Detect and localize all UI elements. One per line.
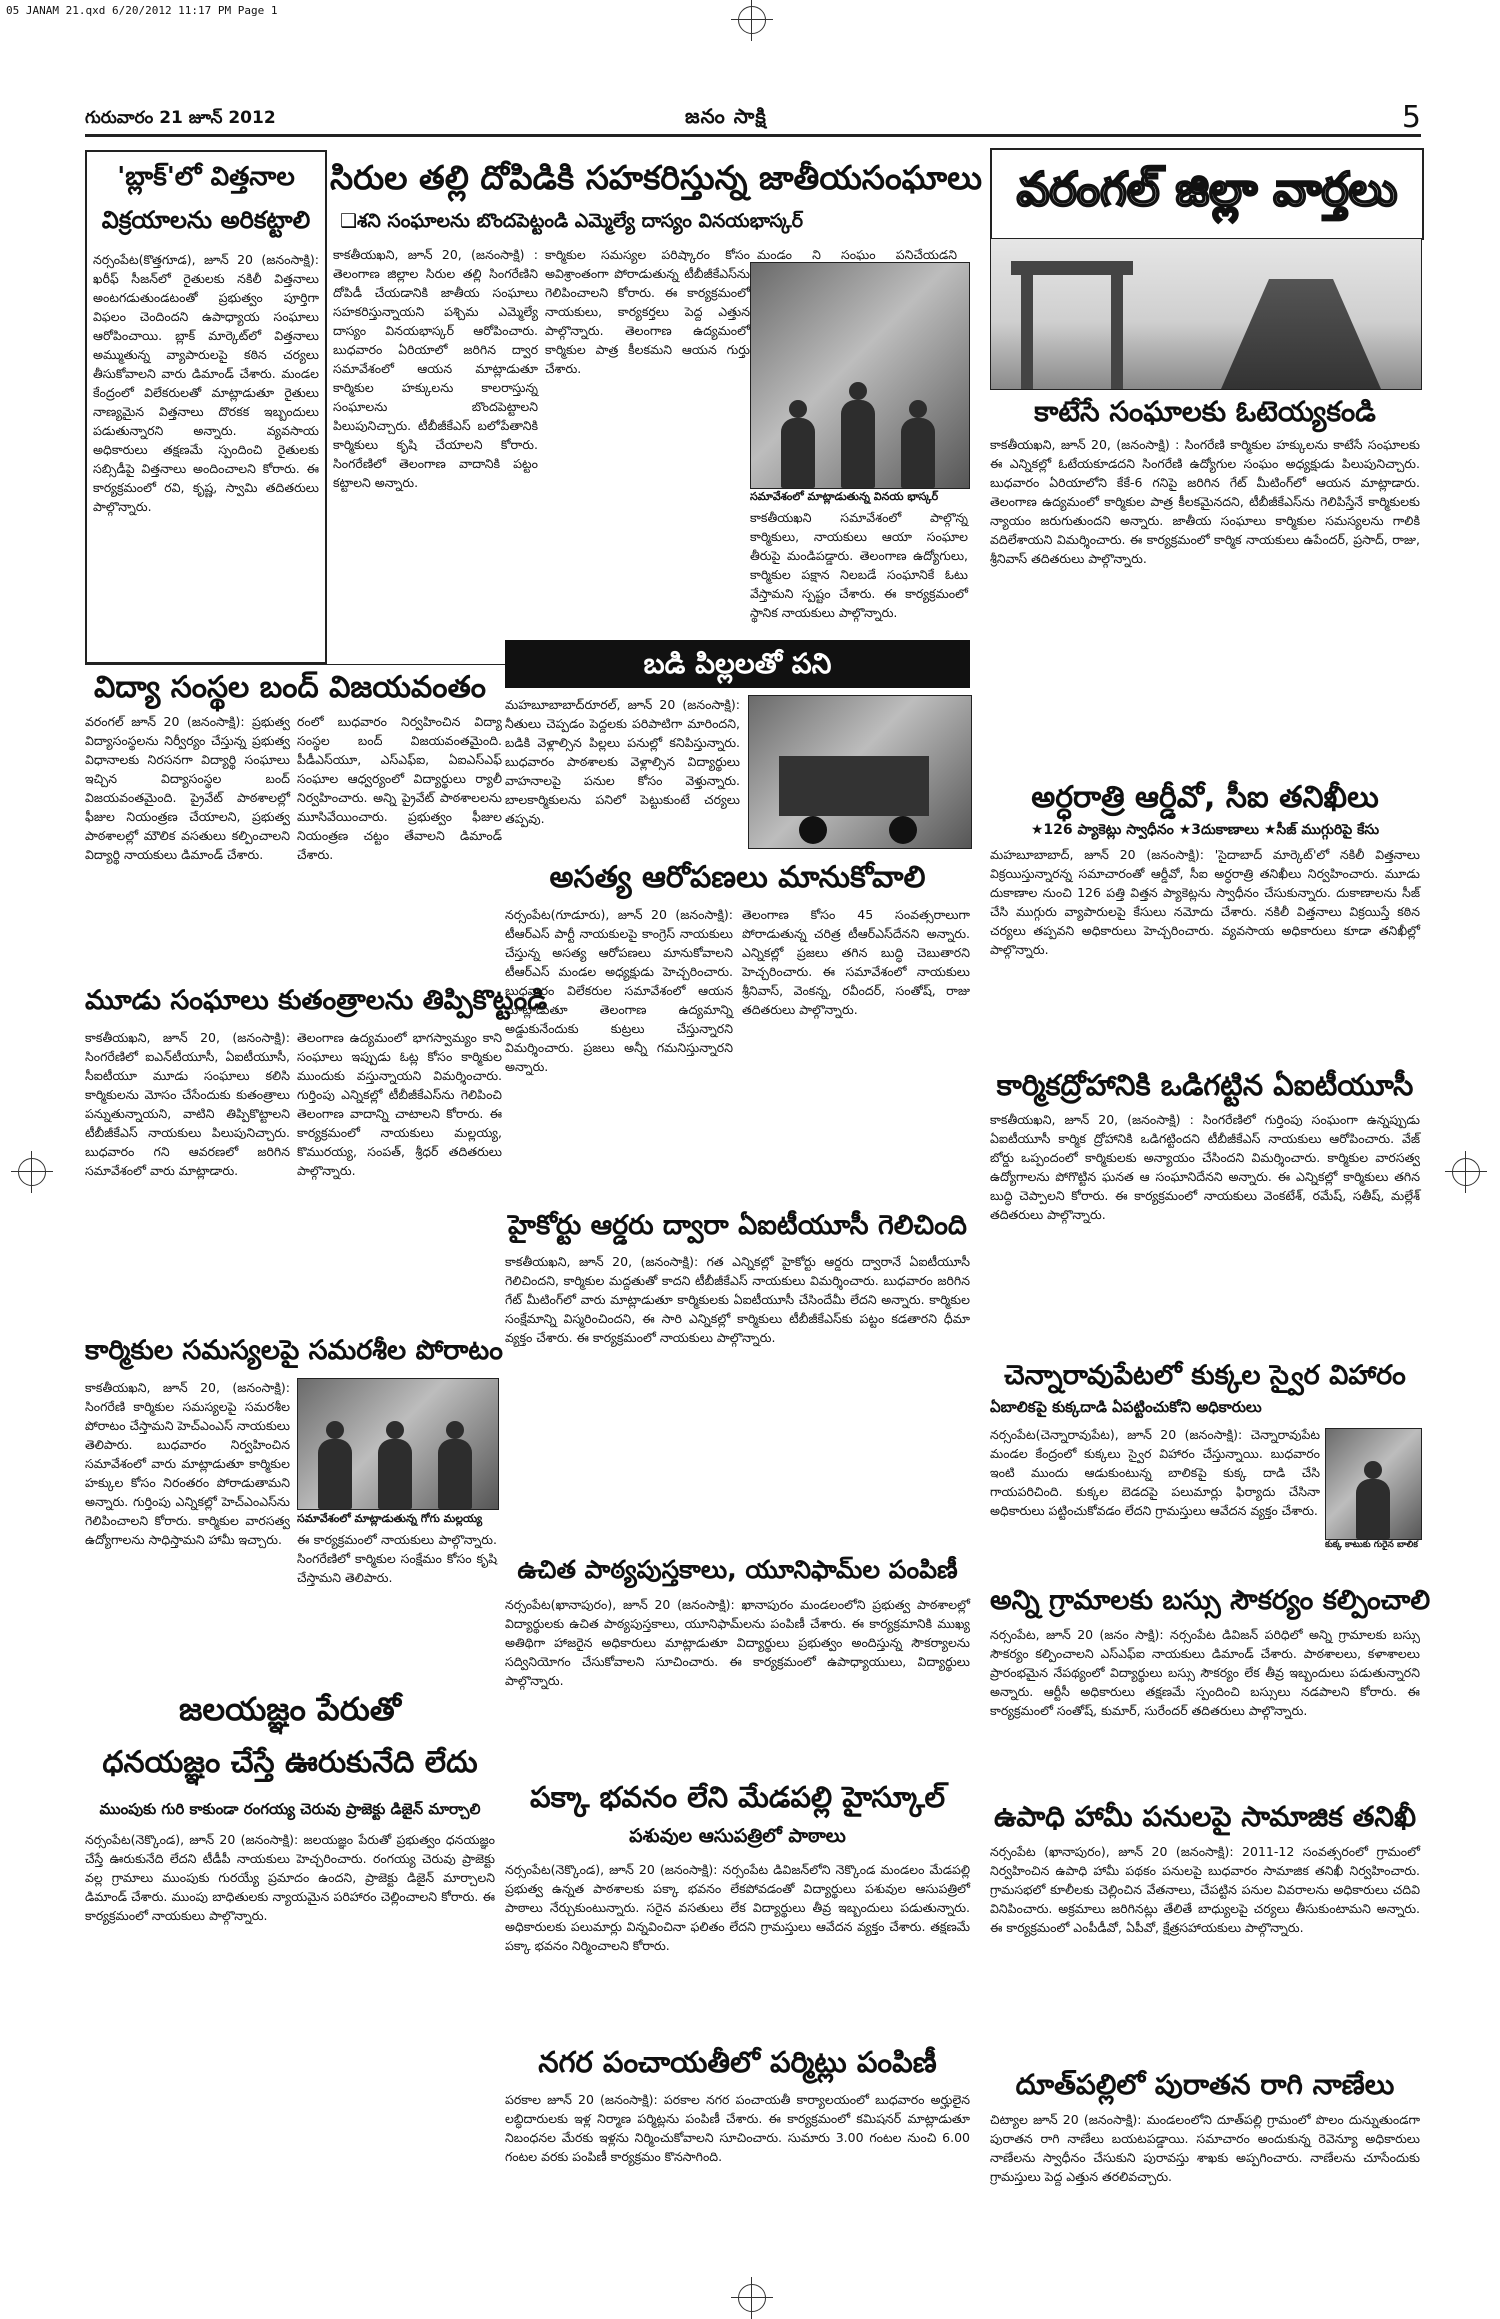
lead-body-col4: కాకతీయఖని సమావేశంలో పాల్గొన్న కార్మికులు, నాయకులు ఆయా సంఘాల తీరుపై మండిపడ్డారు. తెలంగాణ ఉద్యోగులు, కార్మికుల పక్షాన నిలబడే సంఘానికే ఓటు వేస్తామని స్పష్టం చేశారు. ఈ కార్యక్రమంలో స్థానిక నాయకులు పాల్గొన్నారు. [750,510,968,620]
asatya-body-col1: నర్సంపేట(గూడూరు), జూన్ 20 (జనంసాక్షి): టీఆర్ఎస్ పార్టీ నాయకులపై కాంగ్రెస్ నాయకులు చేస్తున్న అసత్య ఆరోపణలు మానుకోవాలని టీఆర్ఎస్ మండల అధ్యక్షుడు హెచ్చరించారు. బుధవారం విలేకరుల సమావేశంలో ఆయన మాట్లాడుతూ తెలంగాణ ఉద్యమాన్ని అడ్డుకునేందుకు కుట్రలు చేస్తున్నారని విమర్శించారు. ప్రజలు అన్నీ గమనిస్తున్నారని అన్నారు. [505,907,733,1074]
page-header [85,100,1421,137]
upadhi-body: నర్సంపేట (ఖానాపురం), జూన్ 20 (జనంసాక్షి): 2011-12 సంవత్సరంలో గ్రామంలో నిర్వహించిన ఉపాధి హామీ పథకం పనులపై బుధవారం సామాజిక తనిఖీ నిర్వహించారు. గ్రామసభలో కూలీలకు చెల్లించిన వేతనాలు, చేపట్టిన పనుల వివరాలను అధికారులు చదివి వినిపించారు. అక్రమాలు జరిగినట్లు తేలితే బాధ్యులపై చర్యలు తీసుకుంటామని అన్నారు. ఈ కార్యక్రమంలో ఎంపీడీవో, ఏపీవో, క్షేత్రసహాయకులు పాల్గొన్నారు. [990,1844,1420,1935]
coins-body: చిట్యాల జూన్ 20 (జనంసాక్షి): మండలంలోని దూత్‌పల్లి గ్రామంలో పొలం దున్నుతుండగా పురాతన రాగి నాణేలు బయటపడ్డాయి. సమాచారం అందుకున్న రెవెన్యూ అధికారులు నాణేలను స్వాధీనం చేసుకుని పురావస్తు శాఖకు అప్పగించారు. నాణేలను చూసేందుకు గ్రామస్తులు పెద్ద ఎత్తున తరలివచ్చారు. [990,2112,1420,2184]
highcourt-title: హైకోర్టు ఆర్డరు ద్వారా ఏఐటీయూసీ గెలిచింది [508,1210,967,1241]
lead-subtitle: ❑శని సంఘాలను బొందపెట్టండి ఎమ్మెల్యే దాస్యం వినయభాస్కర్ [340,210,803,232]
vidya-body-col1: వరంగల్ జూన్ 20 (జనంసాక్షి): ప్రభుత్వ విద్యాసంస్థలను నిర్వీర్యం చేస్తున్న ప్రభుత్వ విధానాలకు నిరసనగా విద్యార్థి సంఘాలు ఇచ్చిన విద్యాసంస్థల బంద్ విజయవంతమైంది. ప్రైవేట్ పాఠశాలల్లో ఫీజుల నియంత్రణ చేయాలని, ప్రభుత్వ పాఠశాలల్లో మౌలిక వసతులు కల్పించాలని విద్యార్థి నాయకులు డిమాండ్ చేశారు. [85,714,290,862]
upadhi-title: ఉపాధి హామీ పనులపై సామాజిక తనిఖీ [993,1800,1417,1833]
ardha-title: అర్ధరాత్రి ఆర్డీవో, సీఐ తనిఖీలు [1031,780,1379,815]
lead-body-col3: మండం ని సంఘం పనిచేయడని [757,247,957,262]
kaatesi-title: కాటేసే సంఘాలకు ఓటెయ్యకండి [1034,395,1376,428]
warangal-banner: వరంగల్ జిల్లా వార్తలు [1016,162,1398,216]
coins-title: దూత్‌పల్లిలో పురాతన రాగి నాణేలు [1015,2068,1395,2101]
black-seeds-article [85,150,327,664]
vidya-body-col2: రంలో బుధవారం నిర్వహించిన విద్యా సంస్థల బంద్ విజయవంతమైంది. పీడీఎస్‌యూ, ఎస్ఎఫ్ఐ, ఏఐఎస్ఎఫ్ సంఘాల ఆధ్వర్యంలో విద్యార్థులు ర్యాలీ నిర్వహించారు. అన్ని ప్రైవేట్ పాఠశాలలను మూసివేయించారు. ప్రభుత్వం ఫీజుల నియంత్రణ చట్టం తేవాలని డిమాండ్ చేశారు. [297,714,502,862]
jalayagnam-body: నర్సంపేట(నెక్కొండ), జూన్ 20 (జనంసాక్షి): జలయజ్ఞం పేరుతో ప్రభుత్వం ధనయజ్ఞం చేస్తే ఊరుకునేది లేదని టీడీపీ నాయకులు హెచ్చరించారు. రంగయ్య చెరువు ప్రాజెక్టు వల్ల గ్రామాలు ముంపుకు గురయ్యే ప్రమాదం ఉందని, ప్రాజెక్టు డిజైన్ మార్చాలని డిమాండ్ చేశారు. ముంపు బాధితులకు న్యాయమైన పరిహారం చెల్లించాలని కోరారు. ఈ కార్యక్రమంలో నాయకులు పాల్గొన్నారు. [85,1832,495,1923]
jalayagnam-title-line2: ధనయజ్ఞం చేస్తే ఊరుకునేది లేదు [102,1745,478,1780]
karmika-body-col2: ఈ కార్యక్రమంలో నాయకులు పాల్గొన్నారు. సింగరేణిలో కార్మికుల సంక్షేమం కోసం కృషి చేస్తామని తెలిపారు. [297,1532,497,1585]
registration-mark-bottom [738,2284,766,2312]
dogs-photo [1325,1428,1422,1540]
masthead: జనం సాక్షి [685,104,767,128]
lead-title: సిరుల తల్లి దోపిడికి సహకరిస్తున్న జాతీయసంఘాలు [330,158,982,197]
pakka-body: నర్సంపేట(నెక్కొండ), జూన్ 20 (జనంసాక్షి): నర్సంపేట డివిజన్‌లోని నెక్కొండ మండలం మేడపల్లి ప్రభుత్వ ఉన్నత పాఠశాలకు పక్కా భవనం లేకపోవడంతో విద్యార్థులు పశువుల ఆసుపత్రిలో పాఠాలు నేర్చుకుంటున్నారు. సరైన వసతులు లేక విద్యార్థులు తీవ్ర ఇబ్బందులు పడుతున్నారు. అధికారులకు పలుమార్లు విన్నవించినా ఫలితం లేదని గ్రామస్తులు ఆవేదన వ్యక్తం చేశారు. తక్షణమే పక్కా భవనం నిర్మించాలని కోరారు. [505,1862,970,1953]
kaatesi-body: కాకతీయఖని, జూన్ 20, (జనంసాక్షి) : సింగరేణి కార్మికుల హక్కులను కాటేసే సంఘాలకు ఈ ఎన్నికల్లో ఓటేయకూడదని సింగరేణి ఉద్యోగుల సంఘం అధ్యక్షుడు పిలుపునిచ్చారు. బుధవారం ఏరియాలోని కేకే-6 గనిపై జరిగిన గేట్ మీటింగ్‌లో ఆయన మాట్లాడారు. తెలంగాణ ఉద్యమంలో కార్మికుల పాత్ర కీలకమైనదని, టీబీజీకేఎస్‌ను గెలిపిస్తేనే కార్మికులకు న్యాయం జరుగుతుందని అన్నారు. జాతీయ సంఘాలు కార్మికుల సమస్యలను గాలికి వదిలేశాయని విమర్శించారు. ఈ కార్యక్రమంలో కార్మిక నాయకులు ఉపేందర్, ప్రసాద్, రాజు, శ్రీనివాస్ తదితరులు పాల్గొన్నారు. [990,437,1420,566]
registration-mark-left [18,1158,46,1186]
dogs-subtitle: ఏబాలికపై కుక్కదాడి ఏపట్టించుకోని అధికారులు [990,1398,1262,1416]
moodu-title: మూడు సంఘాలు కుతంత్రాలను తిప్పికొట్టండి [85,985,548,1016]
uchita-body: నర్సంపేట(ఖానాపురం), జూన్ 20 (జనంసాక్షి): ఖానాపురం మండలంలోని ప్రభుత్వ పాఠశాలల్లో విద్యార్థులకు ఉచిత పాఠ్యపుస్తకాలు, యూనిఫామ్‌లను పంపిణీ చేశారు. ఈ కార్యక్రమానికి ముఖ్య అతిథిగా హాజరైన అధికారులు మాట్లాడుతూ విద్యార్థులు ప్రభుత్వం అందిస్తున్న సౌకర్యాలను సద్వినియోగం చేసుకోవాలని సూచించారు. ఈ కార్యక్రమంలో ఉపాధ్యాయులు, విద్యార్థులు పాల్గొన్నారు. [505,1597,970,1688]
registration-mark-right [1452,1158,1480,1186]
moodu-body-col1: కాకతీయఖని, జూన్ 20, (జనంసాక్షి): సింగరేణిలో ఐఎన్‌టీయూసీ, ఏఐటీయూసీ, సీఐటీయూ మూడు సంఘాలు కలిసి కార్మికులను మోసం చేసేందుకు కుతంత్రాలు పన్నుతున్నాయని, వాటిని తిప్పికొట్టాలని టీబీజీకేఎస్ నాయకులు పిలుపునిచ్చారు. బుధవారం గని ఆవరణలో జరిగిన సమావేశంలో వారు మాట్లాడారు. [85,1030,290,1178]
drohi-body: కాకతీయఖని, జూన్ 20, (జనంసాక్షి) : సింగరేణిలో గుర్తింపు సంఘంగా ఉన్నప్పుడు ఏఐటీయూసీ కార్మిక ద్రోహానికి ఒడిగట్టిందని టీబీజీకేఎస్ నాయకులు ఆరోపించారు. వేజ్ బోర్డు ఒప్పందంలో కార్మికులకు అన్యాయం చేసిందని విమర్శించారు. కార్మికుల వారసత్వ ఉద్యోగాలను పోగొట్టిన ఘనత ఆ సంఘానిదేనని అన్నారు. ఈ ఎన్నికల్లో కార్మికులు తగిన బుద్ధి చెప్పాలని కోరారు. ఈ కార్యక్రమంలో నాయకులు వెంకటేశ్, రమేష్, సతీష్, మల్లేశ్ తదితరులు పాల్గొన్నారు. [990,1112,1420,1222]
uchita-title: ఉచిత పాఠ్యపుస్తకాలు, యూనిఫామ్‌ల పంపిణీ [517,1555,958,1584]
vidya-title: విద్యా సంస్థల బంద్ విజయవంతం [93,670,487,705]
karmika-photo-caption: సమావేశంలో మాట్లాడుతున్న గోగు మల్లయ్య [297,1512,483,1525]
registration-mark-top [738,6,766,34]
print-slug: 05 JANAM 21.qxd 6/20/2012 11:17 PM Page 1 [6,4,278,17]
lead-body-col2: కార్మికుల సమస్యల పరిష్కారం కోసం అవిశ్రాంతంగా పోరాడుతున్న టీబీజీకేఎస్‌ను గెలిపించాలని కోరారు. ఈ కార్యక్రమంలో నాయకులు, కార్యకర్తలు పెద్ద ఎత్తున పాల్గొన్నారు. తెలంగాణ ఉద్యమంలో కార్మికుల పాత్ర కీలకమని ఆయన గుర్తు చేశారు. [545,247,750,376]
warangal-banner-box [990,148,1424,240]
asatya-body-col2: తెలంగాణ కోసం 45 సంవత్సరాలుగా పోరాడుతున్న చరిత్ర టీఆర్ఎస్‌దేనని అన్నారు. ఎన్నికల్లో ప్రజలు తగిన బుద్ధి చెబుతారని హెచ్చరించారు. ఈ సమావేశంలో నాయకులు శ్రీనివాస్, వెంకన్న, రవీందర్, సంతోష్, రాజు తదితరులు పాల్గొన్నారు. [742,907,970,1017]
dogs-photo-caption: కుక్క కాటుకు గురైన బాలిక [1325,1540,1418,1550]
page-number: 5 [1401,100,1421,135]
badi-title: బడి పిల్లలతో పని [643,647,832,680]
jalayagnam-subtitle: ముంపుకు గురి కాకుండా రంగయ్య చెరువు ప్రాజెక్టు డిజైన్ మార్చాలి [99,1800,481,1818]
nagara-body: పరకాల జూన్ 20 (జనంసాక్షి): పరకాల నగర పంచాయతీ కార్యాలయంలో బుధవారం అర్హులైన లబ్ధిదారులకు ఇళ్ల నిర్మాణ పర్మిట్లను పంపిణీ చేశారు. ఈ కార్యక్రమంలో కమిషనర్ మాట్లాడుతూ నిబంధనల మేరకు ఇళ్లను నిర్మించుకోవాలని సూచించారు. సుమారు 3.00 గంటల నుంచి 6.00 గంటల వరకు పంపిణీ కార్యక్రమం కొనసాగింది. [505,2092,970,2164]
karmika-photo [297,1378,499,1510]
warangal-temple-photo [990,238,1422,390]
lead-body-col1: కాకతీయఖని, జూన్ 20, (జనంసాక్షి) : తెలంగాణ జిల్లాల సిరుల తల్లి సింగరేణిని దోపిడీ చేయడానికి జాతీయ సంఘాలు సహకరిస్తున్నాయని పశ్చిమ ఎమ్మెల్యే దాస్యం వినయభాస్కర్ ఆరోపించారు. బుధవారం ఏరియాలో జరిగిన ద్వార సమావేశంలో ఆయన మాట్లాడుతూ కార్మికుల హక్కులను కాలరాస్తున్న సంఘాలను బొందపెట్టాలని పిలుపునిచ్చారు. టీబీజీకేఎస్ బలోపేతానికి కార్మికులు కృషి చేయాలని కోరారు. సింగరేణిలో తెలంగాణ వాదానికి పట్టం కట్టాలని అన్నారు. [333,247,538,490]
ardha-body: మహబూబాబాద్, జూన్ 20 (జనంసాక్షి): 'సైదాబాద్ మార్కెట్'లో నకిలీ విత్తనాలు విక్రయిస్తున్నారన్న సమాచారంతో ఆర్డీవో, సీఐ అర్ధరాత్రి తనిఖీలు నిర్వహించారు. మూడు దుకాణాల నుంచి 126 పత్తి విత్తన ప్యాకెట్లను స్వాధీనం చేసుకున్నారు. దుకాణాలను సీజ్ చేసి ముగ్గురు వ్యాపారులపై కేసులు నమోదు చేశారు. నకిలీ విత్తనాలు విక్రయిస్తే కఠిన చర్యలు తప్పవని అధికారులు హెచ్చరించారు. వ్యవసాయ అధికారులు కూడా తనిఖీల్లో పాల్గొన్నారు. [990,847,1420,957]
badi-title-banner [505,640,970,688]
karmika-title: కార్మికుల సమస్యలపై సమరశీల పోరాటం [85,1335,503,1366]
lead-photo-caption: సమావేశంలో మాట్లాడుతున్న వినయ భాస్కర్ [750,490,939,503]
lead-photo [750,262,970,489]
ardha-subtitle: ★126 ప్యాకెట్లు స్వాధీనం ★3దుకాణాలు ★సీజ్ ముగ్గురిపై కేసు [1030,822,1380,838]
issue-date: గురువారం 21 జూన్ 2012 [85,108,276,128]
moodu-body-col2: తెలంగాణ ఉద్యమంలో భాగస్వామ్యం కాని సంఘాలు ఇప్పుడు ఓట్ల కోసం కార్మికుల ముందుకు వస్తున్నాయని విమర్శించారు. గుర్తింపు ఎన్నికల్లో టీబీజీకేఎస్‌ను గెలిపించి తెలంగాణ వాదాన్ని చాటాలని కోరారు. ఈ కార్యక్రమంలో నాయకులు మల్లయ్య, కొమురయ్య, సంపత్, శ్రీధర్ తదితరులు పాల్గొన్నారు. [297,1030,502,1178]
pakka-title: పక్కా భవనం లేని మేడపల్లి హైస్కూల్ [529,1780,946,1814]
black-seeds-title-line1: 'బ్లాక్'లో విత్తనాల [117,162,295,192]
black-seeds-body: నర్సంపేట(కొత్తగూడ), జూన్ 20 (జనంసాక్షి): ఖరీఫ్ సీజన్‌లో రైతులకు నకిలీ విత్తనాలు అంటగడుతుండటంతో ప్రభుత్వం పూర్తిగా విఫలం చెందిందని ఉపాధ్యాయ సంఘాలు ఆరోపించాయి. బ్లాక్ మార్కెట్‌లో విత్తనాలు అమ్ముతున్న వ్యాపారులపై కఠిన చర్యలు తీసుకోవాలని వారు డిమాండ్ చేశారు. మండల కేంద్రంలో విలేకరులతో మాట్లాడుతూ రైతులు నాణ్యమైన విత్తనాలు దొరకక ఇబ్బందులు పడుతున్నారని అన్నారు. వ్యవసాయ అధికారులు తక్షణమే స్పందించి రైతులకు సబ్సిడీపై విత్తనాలు అందించాలని కోరారు. ఈ కార్యక్రమంలో రవి, కృష్ణ, స్వామి తదితరులు పాల్గొన్నారు. [93,252,319,514]
badi-photo [748,695,972,849]
asatya-title: అసత్య ఆరోపణలు మానుకోవాలి [549,860,926,895]
drohi-title: కార్మికద్రోహానికి ఒడిగట్టిన ఏఐటీయూసీ [996,1068,1414,1102]
dogs-title: చెన్నారావుపేటలో కుక్కల స్వైర విహారం [1004,1360,1406,1391]
highcourt-body: కాకతీయఖని, జూన్ 20, (జనంసాక్షి): గత ఎన్నికల్లో హైకోర్టు ఆర్డరు ద్వారానే ఏఐటీయూసీ గెలిచిందని, కార్మికుల మద్దతుతో కాదని టీబీజీకేఎస్ నాయకులు విమర్శించారు. బుధవారం జరిగిన గేట్ మీటింగ్‌లో వారు మాట్లాడుతూ కార్మికులకు ఏఐటీయూసీ చేసిందేమీ లేదని అన్నారు. కార్మికుల సంక్షేమాన్ని విస్మరించిందని, ఈ సారి ఎన్నికల్లో కార్మికులు టీబీజీకేఎస్‌కు పట్టం కడతారని ధీమా వ్యక్తం చేశారు. ఈ కార్యక్రమంలో నాయకులు పాల్గొన్నారు. [505,1254,970,1345]
badi-body: మహబూబాబాద్‌రూరల్, జూన్ 20 (జనంసాక్షి): నీతులు చెప్పడం పెద్దలకు పరిపాటిగా మారిందని, బడికి వెళ్లాల్సిన పిల్లలు పనుల్లో కనిపిస్తున్నారు. బుధవారం పాఠశాలకు వెళ్లాల్సిన విద్యార్థులు వాహనాలపై పనుల కోసం వెళ్తున్నారు. బాలకార్మికులను పనిలో పెట్టుకుంటే చర్యలు తప్పవు. [505,697,740,826]
dogs-body: నర్సంపేట(చెన్నారావుపేట), జూన్ 20 (జనంసాక్షి): చెన్నారావుపేట మండల కేంద్రంలో కుక్కలు స్వైర విహారం చేస్తున్నాయి. బుధవారం ఇంటి ముందు ఆడుకుంటున్న బాలికపై కుక్క దాడి చేసి గాయపరిచింది. కుక్కల బెడదపై పలుమార్లు ఫిర్యాదు చేసినా అధికారులు పట్టించుకోవడం లేదని గ్రామస్తులు ఆవేదన వ్యక్తం చేశారు. [990,1427,1320,1518]
black-seeds-title-line2: విక్రయాలను అరికట్టాలి [101,206,311,234]
nagara-title: నగర పంచాయతీలో పర్మిట్లు పంపిణీ [538,2045,937,2079]
pakka-subtitle: పశువుల ఆసుపత్రిలో పాఠాలు [629,1825,846,1847]
jalayagnam-title-line1: జలయజ్ఞం పేరుతో [178,1690,402,1728]
bus-body: నర్సంపేట, జూన్ 20 (జనం సాక్షి): నర్సంపేట డివిజన్ పరిధిలో అన్ని గ్రామాలకు బస్సు సౌకర్యం కల్పించాలని ఎస్ఎఫ్ఐ నాయకులు డిమాండ్ చేశారు. పాఠశాలలు, కళాశాలలు ప్రారంభమైన నేపథ్యంలో విద్యార్థులు బస్సు సౌకర్యం లేక తీవ్ర ఇబ్బందులు పడుతున్నారని అన్నారు. ఆర్టీసీ అధికారులు తక్షణమే స్పందించి బస్సులు నడపాలని కోరారు. ఈ కార్యక్రమంలో సంతోష్, కుమార్, సురేందర్ తదితరులు పాల్గొన్నారు. [990,1627,1420,1718]
bus-title: అన్ని గ్రామాలకు బస్సు సౌకర్యం కల్పించాలి [990,1585,1431,1616]
karmika-body: కాకతీయఖని, జూన్ 20, (జనంసాక్షి): సింగరేణి కార్మికుల సమస్యలపై సమరశీల పోరాటం చేస్తామని హెచ్ఎంఎస్ నాయకులు తెలిపారు. బుధవారం నిర్వహించిన సమావేశంలో వారు మాట్లాడుతూ కార్మికుల హక్కుల కోసం నిరంతరం పోరాడుతామని అన్నారు. గుర్తింపు ఎన్నికల్లో హెచ్ఎంఎస్‌ను గెలిపించాలని కోరారు. కార్మికుల వారసత్వ ఉద్యోగాలను సాధిస్తామని హామీ ఇచ్చారు. [85,1380,290,1547]
